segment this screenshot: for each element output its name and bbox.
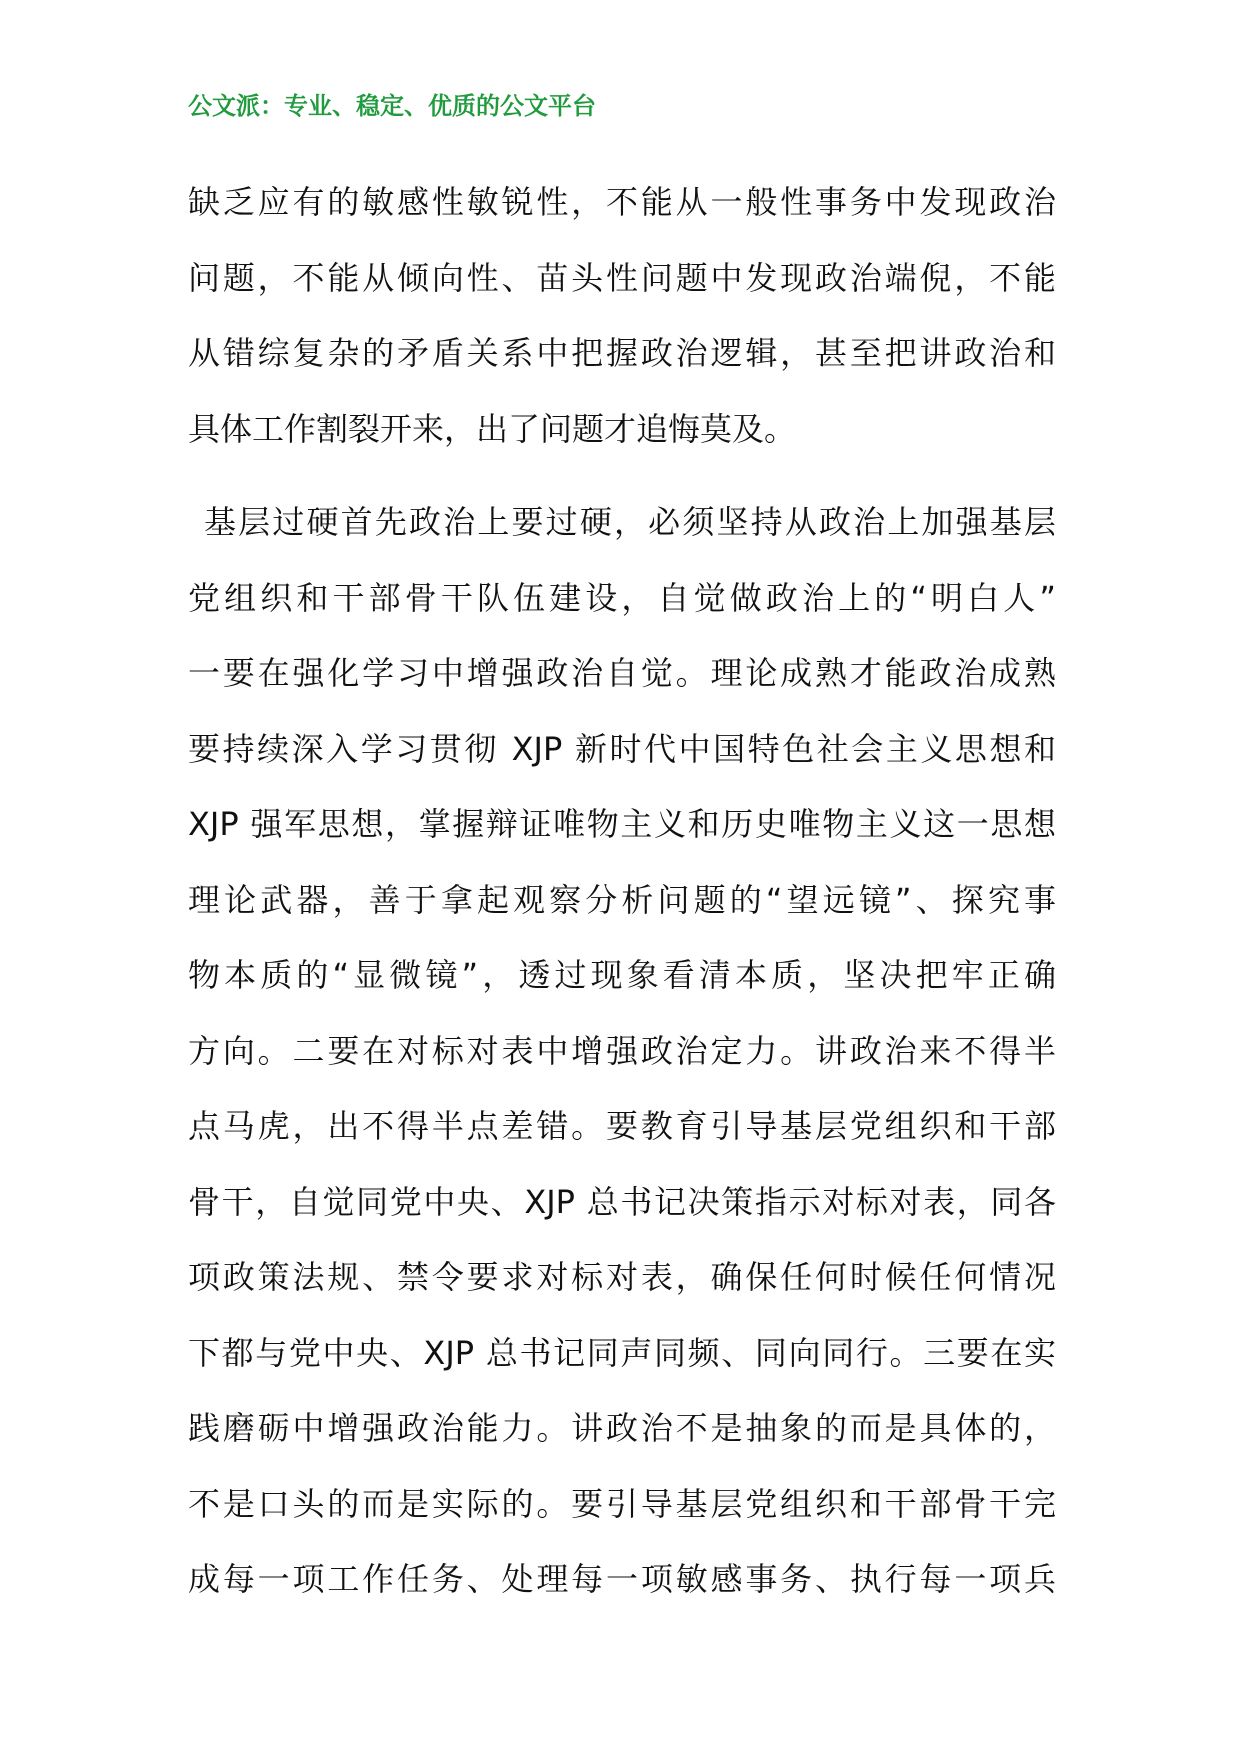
paragraph-1 [188,165,1056,467]
text-line: 不是口头的而是实际的。要引导基层党组织和干部骨干完 [188,1484,1056,1523]
page-header: 公文派：专业、稳定、优质的公文平台 [188,92,596,120]
text-line: 问题，不能从倾向性、苗头性问题中发现政治端倪，不能 [188,258,1056,297]
text-line: 一要在强化学习中增强政治自觉。理论成熟才能政治成熟 [188,654,1056,692]
text-line: 具体工作割裂开来，出了问题才追悔莫及。 [188,409,797,448]
text-line: 理论武器，善于拿起观察分析问题的“望远镜”、探究事 [188,880,1056,919]
text-line: 要持续深入学习贯彻 XJP 新时代中国特色社会主义思想和 [188,729,1056,768]
text-line: 成每一项工作任务、处理每一项敏感事务、执行每一项兵 [188,1560,1056,1598]
text-line: 骨干，自觉同党中央、XJP 总书记决策指示对标对表，同各 [188,1182,1056,1221]
text-line: 从错综复杂的矛盾关系中把握政治逻辑，甚至把讲政治和 [188,334,1056,372]
text-line: 基层过硬首先政治上要过硬，必须坚持从政治上加强基层 [204,503,1056,541]
paragraph-gap [188,467,1056,485]
paragraph-2 [188,485,1056,1618]
text-line: 缺乏应有的敏感性敏锐性，不能从一般性事务中发现政治 [188,183,1056,221]
text-line: 践磨砺中增强政治能力。讲政治不是抽象的而是具体的， [188,1409,1056,1447]
text-line: 党组织和干部骨干队伍建设，自觉做政治上的“明白人” [188,578,1056,617]
text-line: 项政策法规、禁令要求对标对表，确保任何时候任何情况 [188,1258,1056,1296]
text-line: 点马虎，出不得半点差错。要教育引导基层党组织和干部 [188,1107,1056,1145]
text-line: XJP 强军思想，掌握辩证唯物主义和历史唯物主义这一思想 [188,805,1056,843]
text-line: 下都与党中央、XJP 总书记同声同频、同向同行。三要在实 [188,1333,1056,1372]
document-body [188,165,1056,1618]
text-line: 物本质的“显微镜”，透过现象看清本质，坚决把牢正确 [188,956,1056,994]
text-line: 方向。二要在对标对表中增强政治定力。讲政治来不得半 [188,1031,1056,1070]
